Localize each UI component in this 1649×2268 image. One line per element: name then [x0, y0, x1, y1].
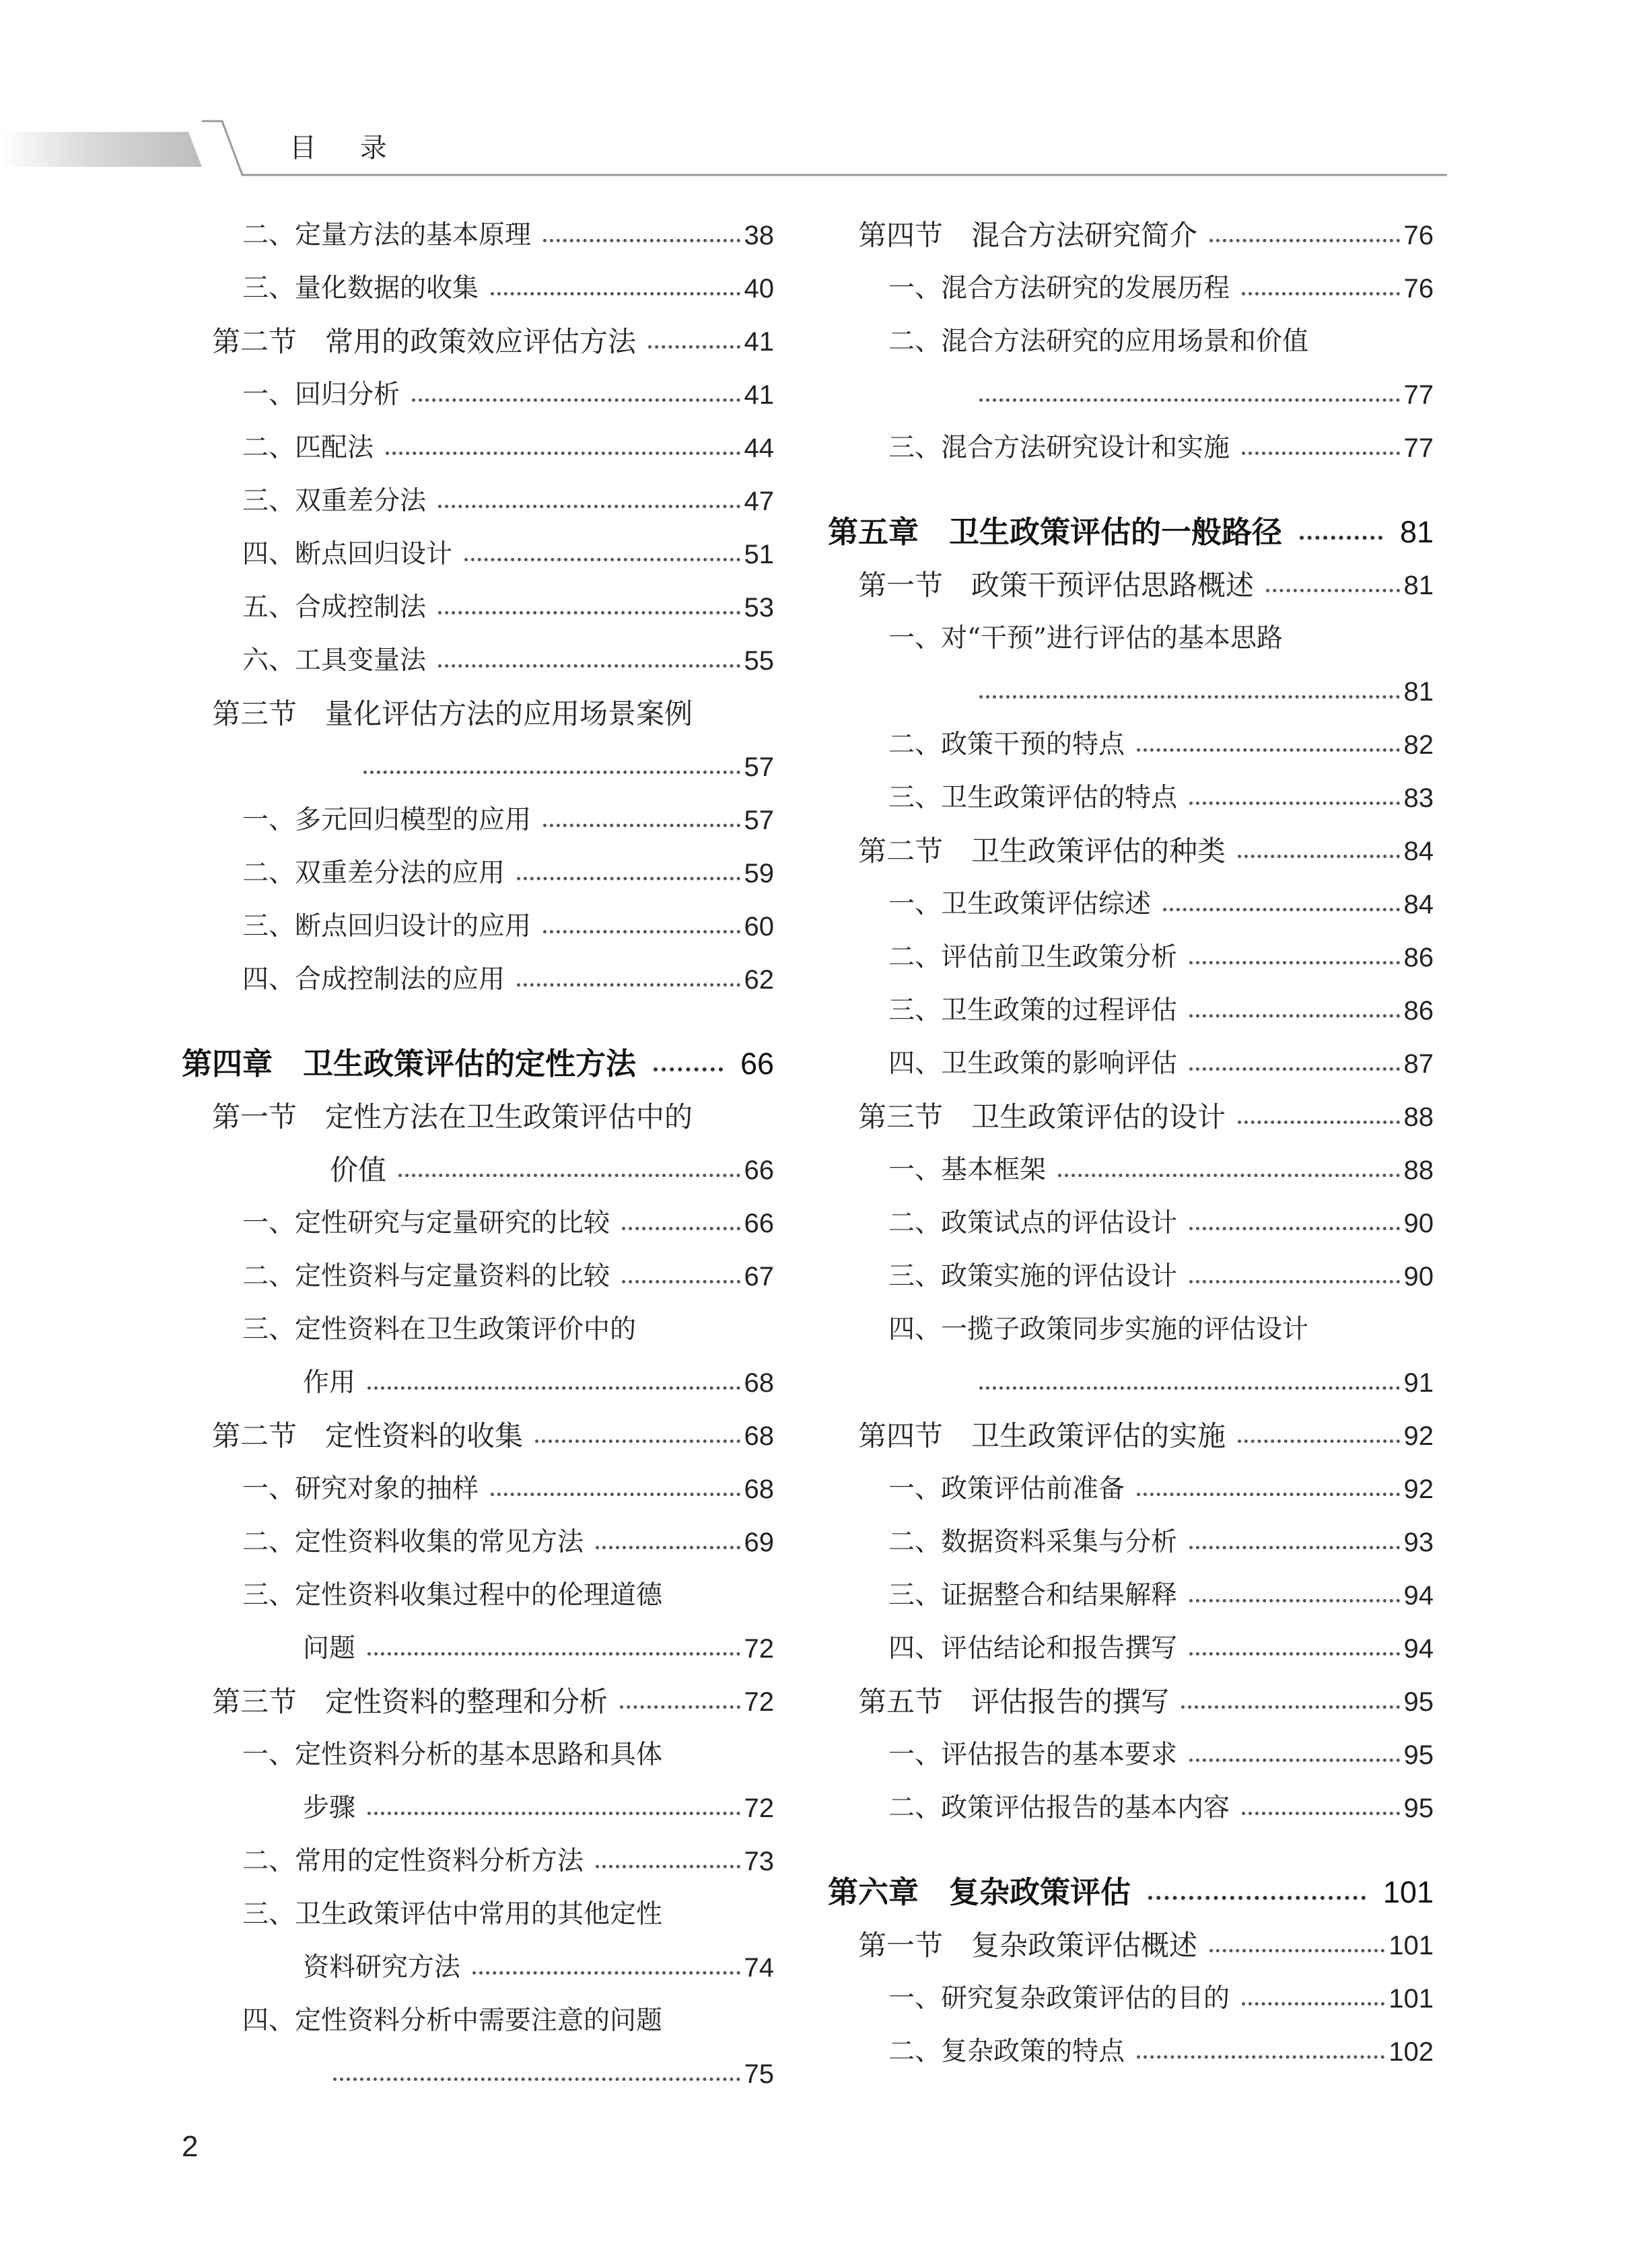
- toc-entry[interactable]: 四、一揽子政策同步实施的评估设计: [888, 1314, 1309, 1345]
- toc-entry[interactable]: 四、卫生政策的影响评估 87: [888, 1049, 1434, 1079]
- toc-chapter[interactable]: 第五章 卫生政策评估的一般路径 81: [828, 514, 1434, 550]
- toc-continuation[interactable]: 75: [182, 2047, 774, 2100]
- toc-entry[interactable]: 三、卫生政策评估中常用的其他定性: [242, 1899, 663, 1929]
- toc-section[interactable]: 第三节 定性资料的整理和分析 72: [212, 1685, 774, 1718]
- toc-continuation[interactable]: 57: [182, 740, 774, 793]
- toc-entry[interactable]: 二、政策干预的特点 82: [888, 730, 1434, 760]
- toc-entry[interactable]: 一、定性研究与定量研究的比较 66: [242, 1208, 774, 1238]
- toc-entry[interactable]: 二、混合方法研究的应用场景和价值: [888, 326, 1309, 357]
- toc-entry[interactable]: 一、混合方法研究的发展历程 76: [888, 273, 1434, 304]
- toc-entry[interactable]: 一、回归分析 41: [242, 380, 774, 410]
- toc-entry[interactable]: 一、评估报告的基本要求 95: [888, 1740, 1434, 1770]
- toc-left-column: [182, 209, 774, 2100]
- toc-chapter[interactable]: 第四章 卫生政策评估的定性方法 66: [182, 1046, 774, 1082]
- toc-continuation[interactable]: 问题 72: [303, 1633, 774, 1664]
- toc-section[interactable]: 第二节 定性资料的收集 68: [212, 1419, 774, 1452]
- toc-entry[interactable]: 一、研究对象的抽样 68: [242, 1474, 774, 1504]
- toc-entry[interactable]: 三、政策实施的评估设计 90: [888, 1261, 1434, 1291]
- toc-continuation[interactable]: 步骤 72: [303, 1793, 774, 1823]
- toc-entry[interactable]: 二、定量方法的基本原理 38: [242, 220, 774, 250]
- toc-entry[interactable]: 一、政策评估前准备 92: [888, 1474, 1434, 1504]
- toc-entry[interactable]: 二、常用的定性资料分析方法 73: [242, 1846, 774, 1876]
- toc-entry[interactable]: 三、断点回归设计的应用 60: [242, 911, 774, 942]
- toc-entry[interactable]: 二、评估前卫生政策分析 86: [888, 942, 1434, 972]
- toc-entry[interactable]: 二、数据资料采集与分析 93: [888, 1527, 1434, 1557]
- toc-right-column: [828, 209, 1434, 2078]
- toc-entry[interactable]: 二、政策试点的评估设计 90: [888, 1208, 1434, 1238]
- toc-entry[interactable]: 四、断点回归设计 51: [242, 539, 774, 569]
- toc-section[interactable]: 第三节 量化评估方法的应用场景案例: [212, 697, 693, 730]
- toc-entry[interactable]: 二、匹配法 44: [242, 433, 774, 463]
- toc-entry[interactable]: 四、合成控制法的应用 62: [242, 964, 774, 995]
- toc-entry[interactable]: 三、双重差分法 47: [242, 486, 774, 516]
- toc-continuation[interactable]: 作用 68: [303, 1368, 774, 1398]
- toc-section[interactable]: 第五节 评估报告的撰写 95: [858, 1685, 1434, 1718]
- toc-entry[interactable]: 五、合成控制法 53: [242, 592, 774, 623]
- toc-entry[interactable]: 一、多元回归模型的应用 57: [242, 805, 774, 835]
- toc-section[interactable]: 第四节 卫生政策评估的实施 92: [858, 1419, 1434, 1452]
- toc-section[interactable]: 第四节 混合方法研究简介 76: [858, 218, 1434, 252]
- running-header: [0, 0, 1649, 188]
- toc-continuation[interactable]: 77: [828, 368, 1434, 421]
- toc-entry[interactable]: 一、对“干预”进行评估的基本思路: [888, 623, 1283, 653]
- toc-chapter[interactable]: 第六章 复杂政策评估 101: [828, 1874, 1434, 1910]
- toc-entry[interactable]: 一、研究复杂政策评估的目的 101: [888, 1983, 1434, 2014]
- toc-entry[interactable]: 一、卫生政策评估综述 84: [888, 889, 1434, 919]
- toc-entry[interactable]: 四、定性资料分析中需要注意的问题: [242, 2006, 663, 2036]
- toc-entry[interactable]: 六、工具变量法 55: [242, 645, 774, 676]
- toc-section[interactable]: 第一节 复杂政策评估概述 101: [858, 1928, 1434, 1962]
- toc-entry[interactable]: 二、定性资料收集的常见方法 69: [242, 1527, 774, 1557]
- toc-entry[interactable]: 三、量化数据的收集 40: [242, 273, 774, 304]
- page-number: 2: [182, 2130, 199, 2163]
- toc-section[interactable]: 第二节 常用的政策效应评估方法 41: [212, 324, 774, 358]
- toc-section[interactable]: 第三节 卫生政策评估的设计 88: [858, 1100, 1434, 1133]
- toc-continuation[interactable]: 81: [828, 665, 1434, 718]
- toc-entry[interactable]: 二、复杂政策的特点 102: [888, 2036, 1434, 2067]
- toc-entry[interactable]: 四、评估结论和报告撰写 94: [888, 1633, 1434, 1664]
- toc-entry[interactable]: 三、卫生政策评估的特点 83: [888, 783, 1434, 813]
- toc-entry[interactable]: 三、混合方法研究设计和实施 77: [888, 433, 1434, 463]
- toc-entry[interactable]: 二、双重差分法的应用 59: [242, 858, 774, 888]
- toc-continuation[interactable]: 91: [828, 1356, 1434, 1409]
- toc-continuation[interactable]: 价值 66: [330, 1153, 774, 1186]
- toc-entry[interactable]: 二、定性资料与定量资料的比较 67: [242, 1261, 774, 1291]
- toc-section[interactable]: 第二节 卫生政策评估的种类 84: [858, 834, 1434, 867]
- header-rule: [0, 0, 1649, 188]
- toc-entry[interactable]: 一、定性资料分析的基本思路和具体: [242, 1740, 663, 1770]
- toc-entry[interactable]: 三、卫生政策的过程评估 86: [888, 995, 1434, 1026]
- toc-section[interactable]: 第一节 定性方法在卫生政策评估中的: [212, 1100, 693, 1133]
- toc-section[interactable]: 第一节 政策干预评估思路概述 81: [858, 568, 1434, 602]
- toc-entry[interactable]: 三、定性资料在卫生政策评价中的: [242, 1314, 637, 1345]
- header-title: 目 录: [289, 133, 405, 164]
- toc-entry[interactable]: 三、定性资料收集过程中的伦理道德: [242, 1580, 663, 1610]
- toc-entry[interactable]: 一、基本框架 88: [888, 1155, 1434, 1185]
- toc-entry[interactable]: 三、证据整合和结果解释 94: [888, 1580, 1434, 1610]
- toc-continuation[interactable]: 资料研究方法 74: [303, 1952, 774, 1983]
- toc-entry[interactable]: 二、政策评估报告的基本内容 95: [888, 1793, 1434, 1823]
